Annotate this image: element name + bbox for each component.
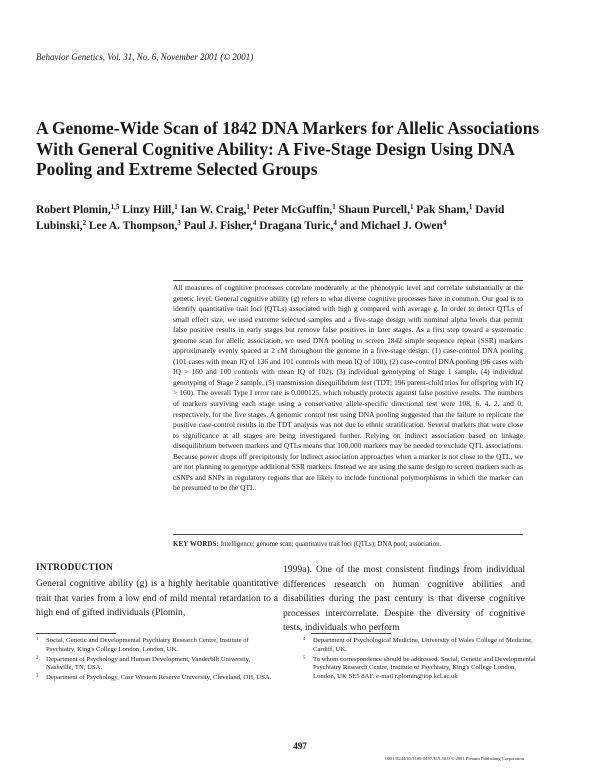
author-name: Paul J. Fisher, — [183, 219, 253, 232]
author-name: David Lubinski, — [36, 204, 505, 232]
intro-paragraph-left: General cognitive ability (g) is a highly heritable quantitative trait that varies from a low end of mild mental retardation to a high end of gifted individuals (Plomin, — [36, 578, 278, 619]
keywords-label: KEY WORDS: — [173, 541, 219, 548]
author-affiliation-mark: 1 — [468, 203, 473, 211]
copyright-line: 0001-8244/01/1100-0497/$19.50/0 © 2001 Plenum Publishing Corporation — [385, 756, 524, 761]
author-name: Robert Plomin, — [36, 204, 111, 216]
author-name: Dragana Turic, — [259, 219, 334, 232]
footnote-text: To whom correspondence should be addressed. Social, Genetic and Developmental Psychiatry Research Centre, Institute of Psychiatry, King's College London, London, UK SE5 8AF. e-mail r.plomin@iop.kcl.ac.uk — [313, 655, 536, 680]
author-name: and Michael J. Owen — [339, 219, 443, 232]
author-affiliation-mark: 1 — [409, 203, 414, 211]
author-affiliation-mark: 1 — [174, 203, 178, 211]
journal-citation: Behavior Genetics, Vol. 31, No. 6, November 2001 (© 2001) — [36, 52, 254, 62]
footnote — [36, 637, 273, 654]
intro-paragraph-right: 1999a). One of the most consistent findings from individual differences research on human cognitive abilities and disabilities during the past century is that diverse cognitive processes intercorrelate. Despite the diversity of cognitive tests, individuals who perform — [283, 564, 525, 634]
footnote — [36, 656, 273, 673]
author-name: Lee A. Thompson, — [88, 219, 178, 232]
author-affiliation-mark: 4 — [252, 218, 257, 227]
author-affiliation-mark: 2 — [82, 218, 87, 227]
author-list — [36, 203, 556, 234]
footnote-number: 5 — [303, 655, 306, 661]
article-title: A Genome-Wide Scan of 1842 DNA Markers for Allelic Associations With General Cognitive Ability: A Five-Stage Design Using DNA Pooling and Extreme Selected Groups — [36, 118, 540, 179]
abstract: All measures of cognitive processes correlate moderately at the phenotypic level and correlate substantially at the genetic level. General cognitive ability (g) refers to what diverse cognitive processes have in common. Our goal is to identify quantitative trait loci (QTLs) associated with high g compared with average g. In order to detect QTLs of small effect size, we used extreme selected samples and a five-stage design with nominal alpha levels that permit false positive results in early stages but remove false positives in later stages. As a first step toward a systematic genome scan for allelic association, we used DNA pooling to screen 1842 simple sequence repeat (SSR) markers approximately evenly spaced at 2 cM throughout the genome in a five-stage design: (1) case-control DNA pooling (101 cases with mean IQ of 136 and 101 controls with mean IQ of 100), (2) case-control DNA pooling (96 cases with IQ > 160 and 100 controls with mean IQ of 102), (3) individual genotyping of Stage 1 sample, (4) individual genotyping of Stage 2 sample, (5) transmission disequilibrium test (TDT; 196 parent-child trios for offspring with IQ > 160). The overall Type I error rate is 0.000125, which robustly protects against false positive results. The numbers of markers surviving each stage using a conservative allele-specific directional test were 108, 6, 4, 2, and 0, respectively, for the five stages. A genomic control test using DNA pooling suggested that the failure to replicate the positive case-control results in the TDT analysis was not due to ethnic stratification. Several markers that were close to significance at all stages are being investigated further. Relying on indirect association based on linkage disequilibrium between markers and QTLs means that 100,000 markers may be needed to exclude QTL associations. Because power drops off precipitously for indirect association approaches when a marker is not close to the QTL, we are not planning to genotype additional SSR markers. Instead we are using the same design to screen markers such as cSNPs and SNPs in regulatory regions that are likely to include functional polymorphisms in which the marker can be presumed to be the QTL. — [173, 283, 523, 493]
footnote-number: 3 — [36, 674, 39, 680]
section-heading-introduction: INTRODUCTION — [36, 562, 114, 572]
author-affiliation-mark: 3 — [177, 218, 181, 227]
footnote-text: Social, Genetic and Developmental Psychiatry Research Centre, Institute of Psychiatry, King's College London, London, UK. — [46, 637, 249, 653]
footnote-number: 2 — [36, 655, 39, 661]
page-number: 497 — [293, 741, 307, 751]
footnote-text: Department of Psychology and Human Development, Vanderbilt University, Nashville, TN, USA. — [46, 655, 251, 672]
author-name: Ian W. Craig, — [180, 204, 247, 216]
footnote — [303, 637, 540, 654]
footnote — [303, 656, 540, 682]
author-name: Pak Sham, — [416, 204, 469, 216]
keywords-list: Intelligence; genome scan; quantitative trait loci (QTLs); DNA pool; association. — [220, 541, 442, 548]
author-affiliation-mark: 1 — [246, 203, 250, 211]
footnote-text: Department of Psychology, Case Western Reserve University, Cleveland, OH, USA. — [46, 674, 272, 682]
footnotes-left — [36, 637, 273, 684]
author-affiliation-mark: 4 — [333, 218, 337, 227]
abstract-bottom-rule — [173, 534, 523, 535]
abstract-top-rule — [173, 280, 523, 281]
footnote-rule-left — [36, 633, 116, 634]
footnotes-right — [303, 637, 540, 683]
author-affiliation-mark: 4 — [442, 218, 447, 227]
author-name: Peter McGuffin, — [252, 204, 333, 216]
author-affiliation-mark: 1,5 — [110, 203, 120, 211]
author-name: Shaun Purcell, — [338, 204, 410, 216]
author-name: Linzy Hill, — [122, 204, 175, 216]
footnote-number: 4 — [303, 637, 306, 642]
footnote — [36, 674, 273, 683]
footnote-text: Department of Psychological Medicine, University of Wales College of Medicine, Cardiff, UK. — [313, 637, 533, 653]
footnote-rule-right — [311, 633, 391, 634]
keywords — [173, 540, 523, 549]
author-affiliation-mark: 1 — [332, 203, 336, 211]
footnote-number: 1 — [36, 637, 39, 642]
